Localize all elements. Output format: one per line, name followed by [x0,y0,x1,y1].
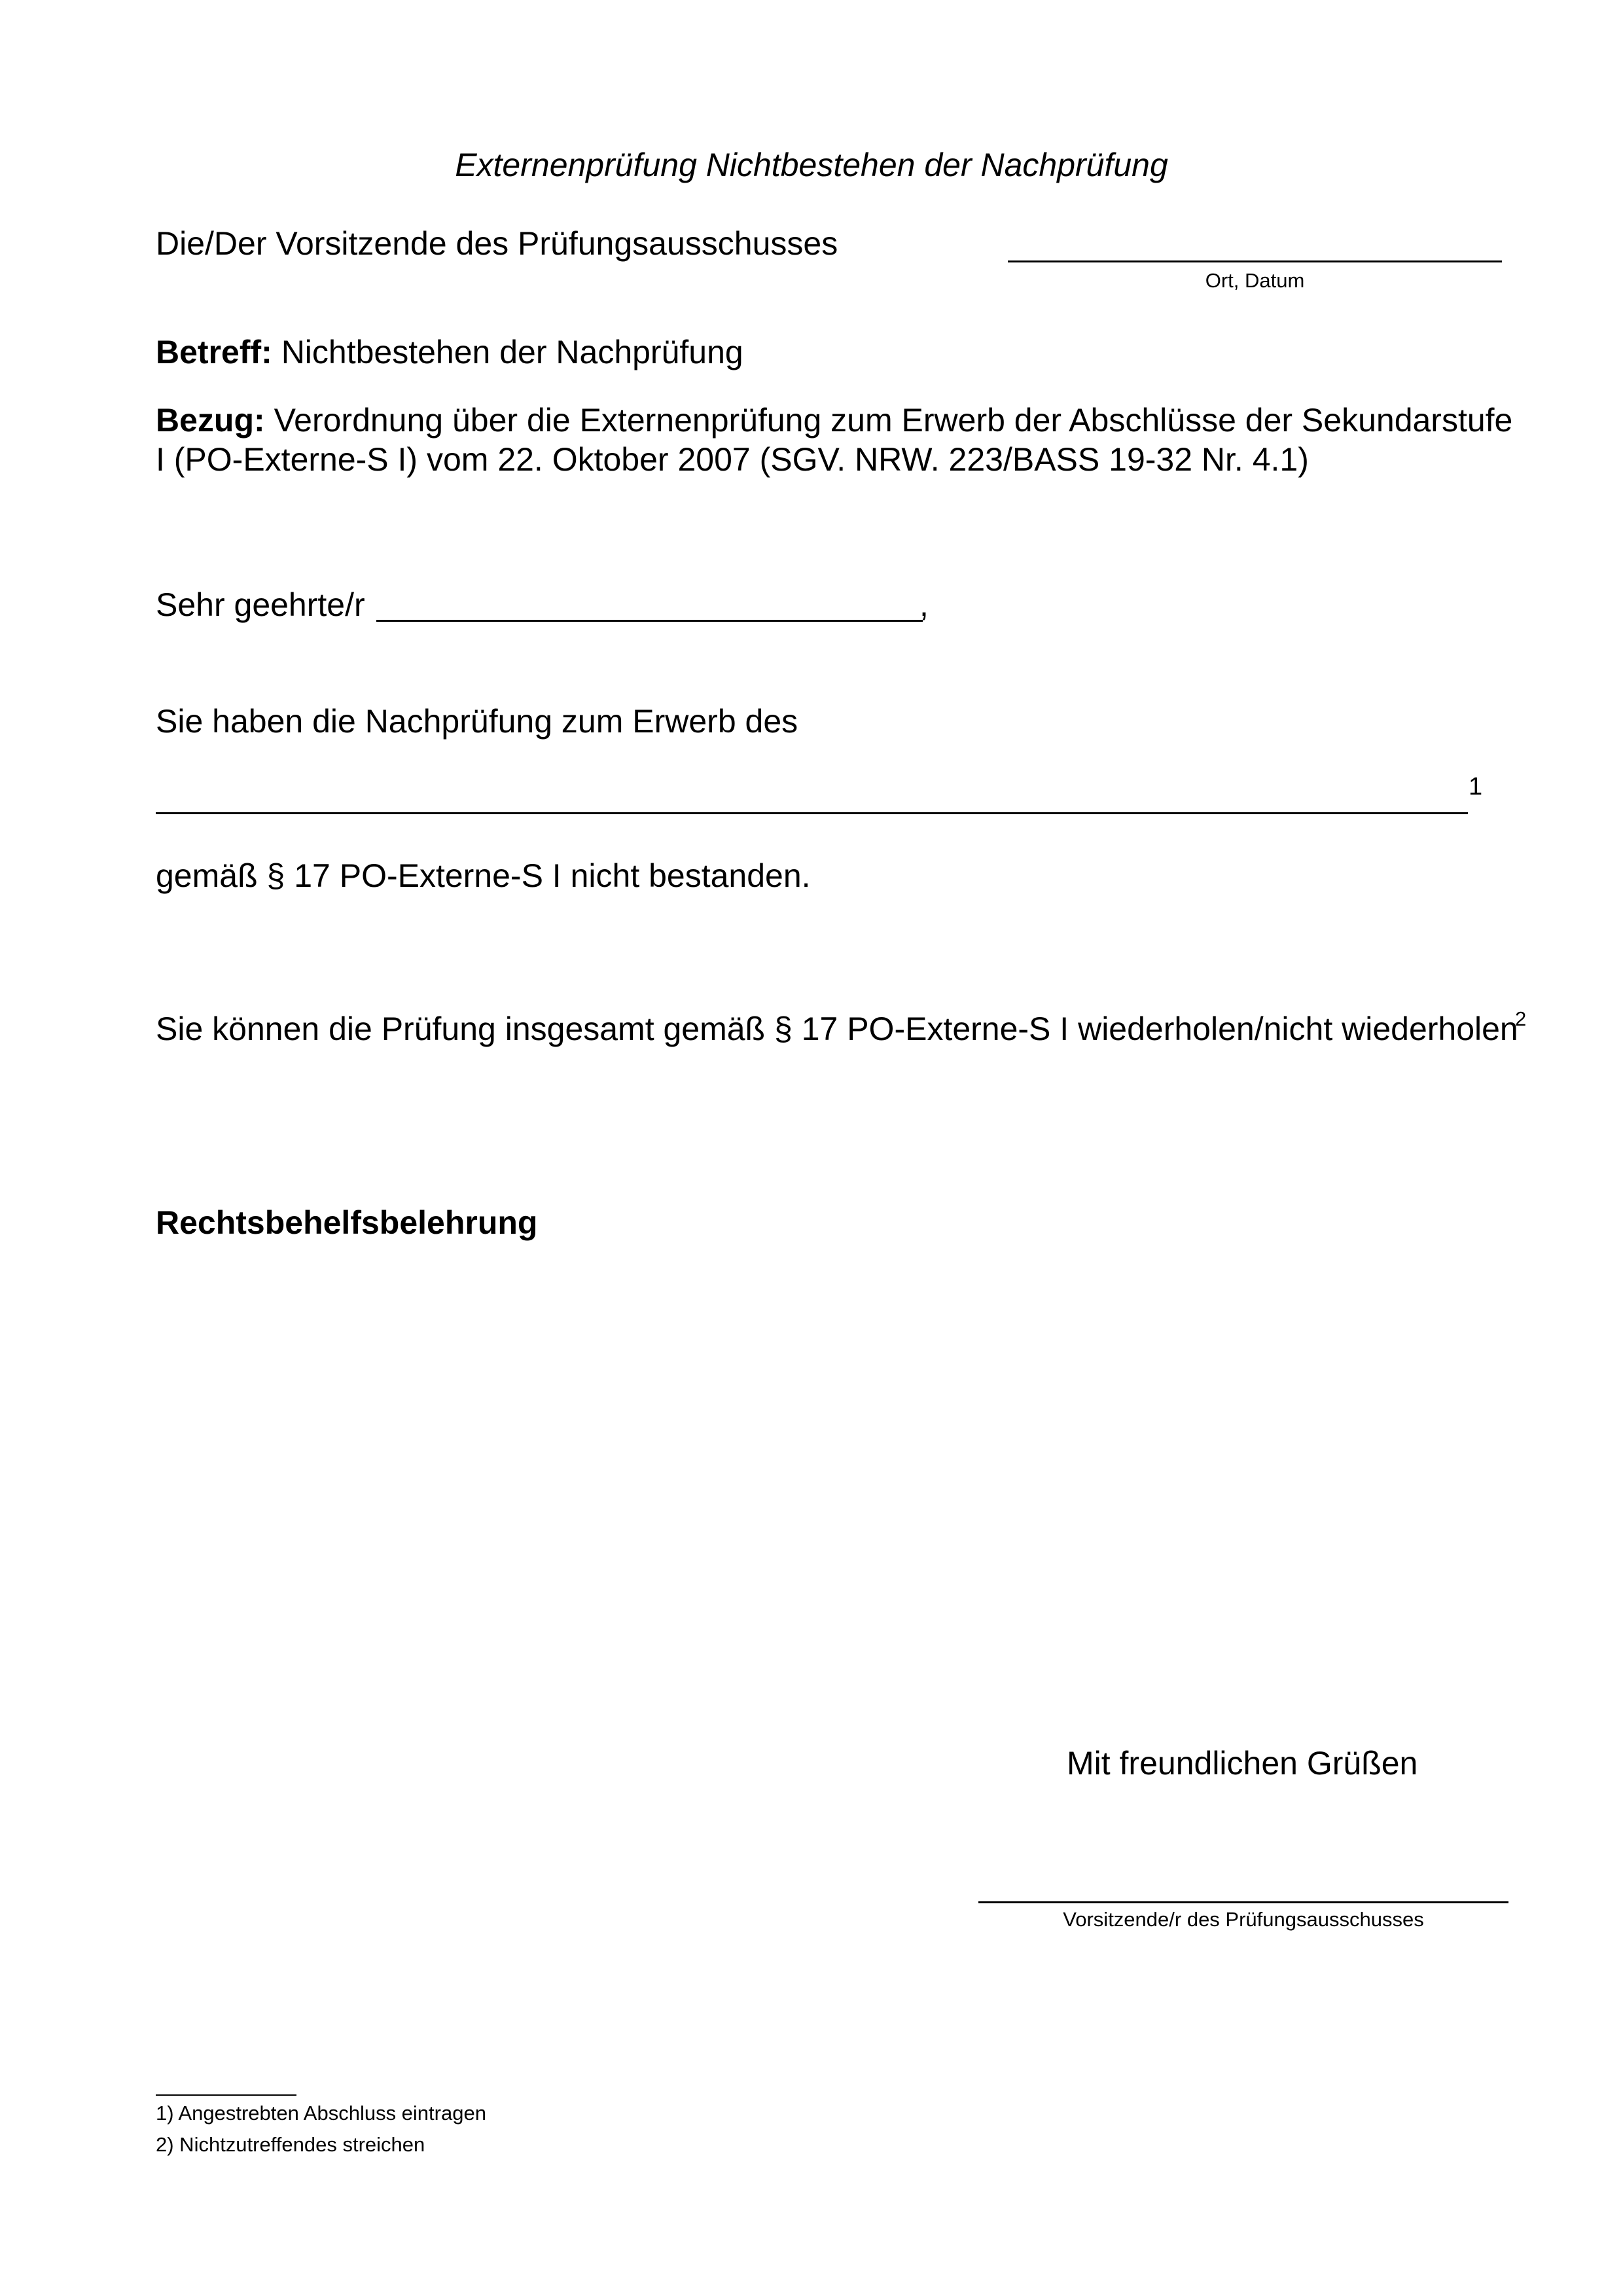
body-sentence-end: gemäß § 17 PO-Externe-S I nicht bestanden. [156,857,811,894]
appeal-heading: Rechtsbehelfsbelehrung [156,1204,538,1241]
subject-label: Betreff: [156,334,272,370]
repeat-exam-sentence: Sie können die Prüfung insgesamt gemäß § 17 PO-Externe-S I wiederholen/nicht wiederholen [156,1011,1518,1047]
degree-fill-in-line [156,812,1468,814]
salutation-text: Sehr geehrte/r [156,586,365,623]
signature-label: Vorsitzende/r des Prüfungsausschusses [1063,1908,1424,1931]
reference-paragraph [156,401,1530,479]
recipient-name-line [376,620,923,622]
subject-line [156,332,743,372]
document-title: Externenprüfung Nichtbestehen der Nachprüfung [455,147,1168,183]
chair-header: Die/Der Vorsitzende des Prüfungsausschusses [156,225,838,262]
footnote-reference-2: 2 [1515,1007,1527,1030]
reference-label: Bezug: [156,402,265,439]
subject-text: Nichtbestehen der Nachprüfung [281,334,743,370]
footnote-reference-1: 1 [1469,773,1483,800]
footnote-1: 1) Angestrebten Abschluss eintragen [156,2102,486,2125]
footnote-2: 2) Nichtzutreffendes streichen [156,2133,425,2156]
salutation-comma: , [919,586,929,623]
place-date-label: Ort, Datum [1205,269,1305,292]
place-date-field-line [1008,260,1502,262]
signature-line [978,1901,1508,1903]
footnote-divider [156,2094,296,2096]
closing-greeting: Mit freundlichen Grüßen [1067,1745,1418,1782]
reference-text: Verordnung über die Externenprüfung zum Erwerb der Abschlüsse der Sekundarstufe I (PO-Externe-S I) vom 22. Oktober 2007 (SGV. NRW. 223/BASS 19-32 Nr. 4.1) [156,402,1513,478]
body-sentence-start: Sie haben die Nachprüfung zum Erwerb des [156,703,798,740]
